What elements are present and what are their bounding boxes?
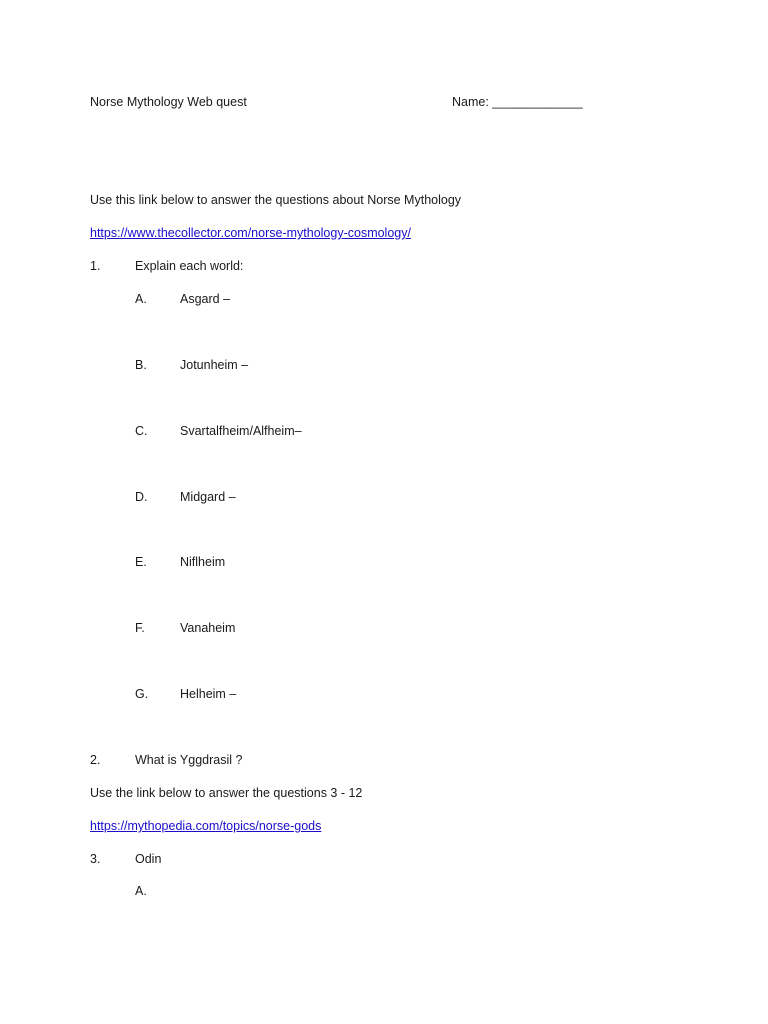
list-item-letter: A. [135,292,147,306]
list-item-letter: B. [135,358,147,372]
list-item-text: Asgard – [180,292,231,306]
question-text: Explain each world: [135,259,244,273]
list-item-text: Midgard – [180,490,236,504]
list-item-letter: D. [135,490,148,504]
cosmology-link[interactable]: https://www.thecollector.com/norse-mythology-cosmology/ [90,226,411,240]
list-item-text: Svartalfheim/Alfheim– [180,424,302,438]
list-item-text: Niflheim [180,555,226,569]
question-number: 3. [90,852,101,866]
section-instructions: Use the link below to answer the questions 3 - 12 [90,786,363,800]
norse-gods-link[interactable]: https://mythopedia.com/topics/norse-gods [90,819,322,833]
list-item-letter: A. [135,884,147,898]
list-item-text: Jotunheim – [180,358,249,372]
question-number: 2. [90,753,101,767]
question-text: What is Yggdrasil ? [135,753,243,767]
list-item-letter: F. [135,621,145,635]
document-title: Norse Mythology Web quest [90,95,247,109]
name-field-label: Name: _____________ [452,95,583,109]
list-item-text: Vanaheim [180,621,236,635]
intro-text: Use this link below to answer the questions about Norse Mythology [90,193,462,207]
question-text: Odin [135,852,162,866]
question-number: 1. [90,259,101,273]
list-item-letter: E. [135,555,147,569]
list-item-letter: C. [135,424,148,438]
list-item-letter: G. [135,687,149,701]
list-item-text: Helheim – [180,687,237,701]
